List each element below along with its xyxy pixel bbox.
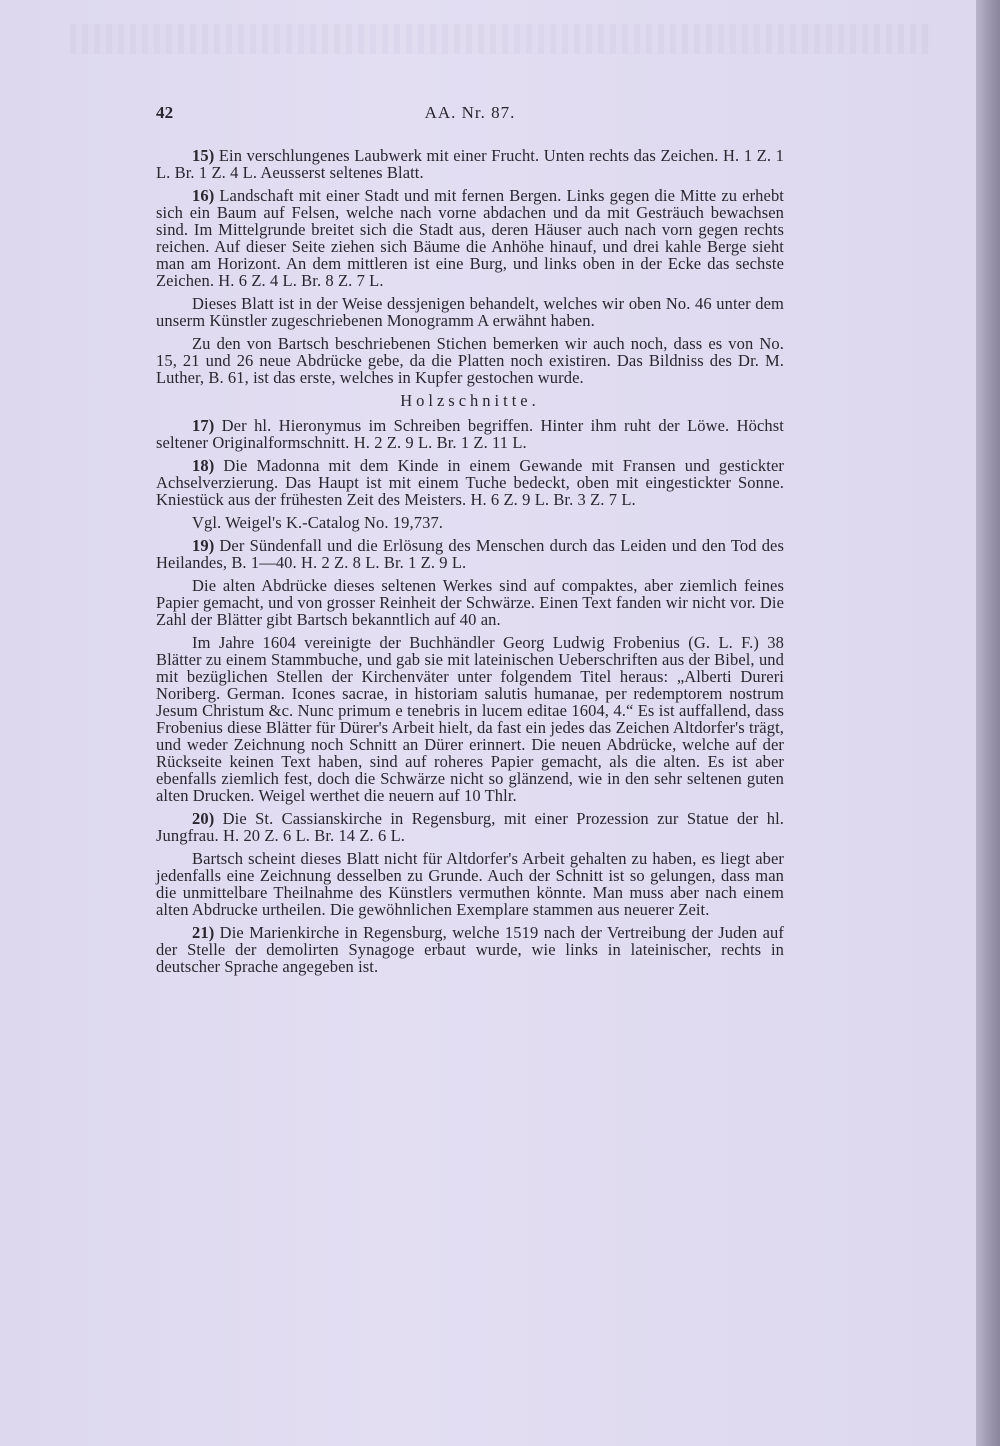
- entry-18: [156, 457, 784, 508]
- entry-17: [156, 417, 784, 451]
- running-head: AA. Nr. 87.: [424, 103, 516, 122]
- section-heading: Holzschnitte.: [400, 391, 540, 410]
- entry-19: [156, 537, 784, 571]
- paragraph-text: Bartsch scheint dieses Blatt nicht für Altdorfer's Arbeit gehalten zu haben, es liegt aber jedenfalls eine Zeichnung desselben zu Grunde. Auch der Schnitt ist so gelungen, dass man die unmittelbare Theilnahme des Künstlers vermuthen könnte. Man muss aber nach einem alten Abdrucke urtheilen. Die gewöhnlichen Exemplare stammen aus neuerer Zeit.: [156, 849, 784, 919]
- entry-number: 15): [192, 146, 215, 165]
- note-paragraph: [156, 634, 784, 804]
- page-number: 42: [156, 103, 174, 122]
- entry-text: Ein verschlungenes Laubwerk mit einer Frucht. Unten rechts das Zeichen. H. 1 Z. 1 L. Br. 1 Z. 4 L. Aeusserst seltenes Blatt.: [156, 146, 784, 182]
- paragraph-text: Die alten Abdrücke dieses seltenen Werkes sind auf compaktes, aber ziemlich feines Papier gemacht, und von grosser Reinheit der Schwärze. Einen Text fanden wir nicht vor. Die Zahl der Blätter gibt Bartsch bekanntlich auf 40 an.: [156, 576, 784, 629]
- entry-number: 17): [192, 416, 215, 435]
- entry-number: 18): [192, 456, 215, 475]
- entry-21: [156, 924, 784, 975]
- entry-number: 19): [192, 536, 215, 555]
- entry-number: 16): [192, 186, 215, 205]
- note-paragraph: [156, 295, 784, 329]
- entry-number: 20): [192, 809, 215, 828]
- entry-text: Die St. Cassianskirche in Regensburg, mit einer Prozession zur Statue der hl. Jungfrau. H. 20 Z. 6 L. Br. 14 Z. 6 L.: [156, 809, 784, 845]
- entry-text: Landschaft mit einer Stadt und mit fernen Bergen. Links gegen die Mitte zu erhebt sich ein Baum auf Felsen, welche nach vorne abdachen und da mit Gesträuch bewachsen sind. Im Mittelgrunde breitet sich die Stadt aus, deren Häuser auch nach vorn gegen rechts reichen. Auf dieser Seite ziehen sich Bäume die Anhöhe hinauf, und drei kahle Berge sieht man am Horizont. An dem mittleren ist eine Burg, und links oben in der Ecke das sechste Zeichen. H. 6 Z. 4 L. Br. 8 Z. 7 L.: [156, 186, 784, 290]
- entry-16: [156, 187, 784, 289]
- paragraph-text: Vgl. Weigel's K.-Catalog No. 19,737.: [192, 513, 444, 532]
- note-paragraph: [156, 335, 784, 386]
- note-paragraph: [156, 850, 784, 918]
- show-through-text: [70, 24, 930, 54]
- entry-15: [156, 147, 784, 181]
- entry-number: 21): [192, 923, 215, 942]
- paragraph-text: Zu den von Bartsch beschriebenen Stichen bemerken wir auch noch, dass es von No. 15, 21 und 26 neue Abdrücke gebe, da die Platten noch existiren. Das Bildniss des Dr. M. Luther, B. 61, ist das erste, welches in Kupfer gestochen wurde.: [156, 334, 784, 387]
- paragraph-text: Im Jahre 1604 vereinigte der Buchhändler Georg Ludwig Frobenius (G. L. F.) 38 Blätter zu einem Stammbuche, und gab sie mit lateinischen Ueberschriften aus der Bibel, und mit bezüglichen Stellen der Kirchenväter unter folgendem Titel heraus: „Alberti Dureri Noriberg. German. Icones sacrae, in historiam salutis humanae, per redemptorem nostrum Jesum Christum &c. Nunc primum e tenebris in lucem editae 1604, 4.“ Es ist auffallend, dass Frobenius diese Blätter für Dürer's Arbeit hielt, da fast ein jedes das Zeichen Altdorfer's trägt, und weder Zeichnung noch Schnitt an Dürer erinnert. Die neuen Abdrücke, welche auf der Rückseite keinen Text haben, sind auf roheres Papier gemacht, als die alten. Es ist aber ebenfalls ziemlich fest, doch die Schwärze nicht so glänzend, wie in den sehr seltenen guten alten Drucken. Weigel werthet die neuern auf 10 Thlr.: [156, 633, 784, 805]
- page-header: [156, 104, 784, 130]
- note-paragraph: [156, 514, 784, 531]
- paragraph-text: Dieses Blatt ist in der Weise dessjenigen behandelt, welches wir oben No. 46 unter dem unserm Künstler zugeschriebenen Monogramm A erwähnt haben.: [156, 294, 784, 330]
- entry-20: [156, 810, 784, 844]
- page-text: [156, 104, 784, 981]
- entry-text: Der hl. Hieronymus im Schreiben begriffen. Hinter ihm ruht der Löwe. Höchst seltener Originalformschnitt. H. 2 Z. 9 L. Br. 1 Z. 11 L.: [156, 416, 784, 452]
- note-paragraph: [156, 577, 784, 628]
- entry-text: Die Marienkirche in Regensburg, welche 1519 nach der Vertreibung der Juden auf der Stelle der demolirten Synagoge erbaut wurde, wie links in lateinischer, rechts in deutscher Sprache angegeben ist.: [156, 923, 784, 976]
- entry-text: Die Madonna mit dem Kinde in einem Gewande mit Fransen und gestickter Achselverzierung. Das Haupt ist mit einem Tuche bedeckt, oben mit eingestickter Sonne. Kniestück aus der frühesten Zeit des Meisters. H. 6 Z. 9 L. Br. 3 Z. 7 L.: [156, 456, 784, 509]
- page-edge-shadow: [976, 0, 1000, 1446]
- entry-text: Der Sündenfall und die Erlösung des Menschen durch das Leiden und den Tod des Heilandes, B. 1—40. H. 2 Z. 8 L. Br. 1 Z. 9 L.: [156, 536, 784, 572]
